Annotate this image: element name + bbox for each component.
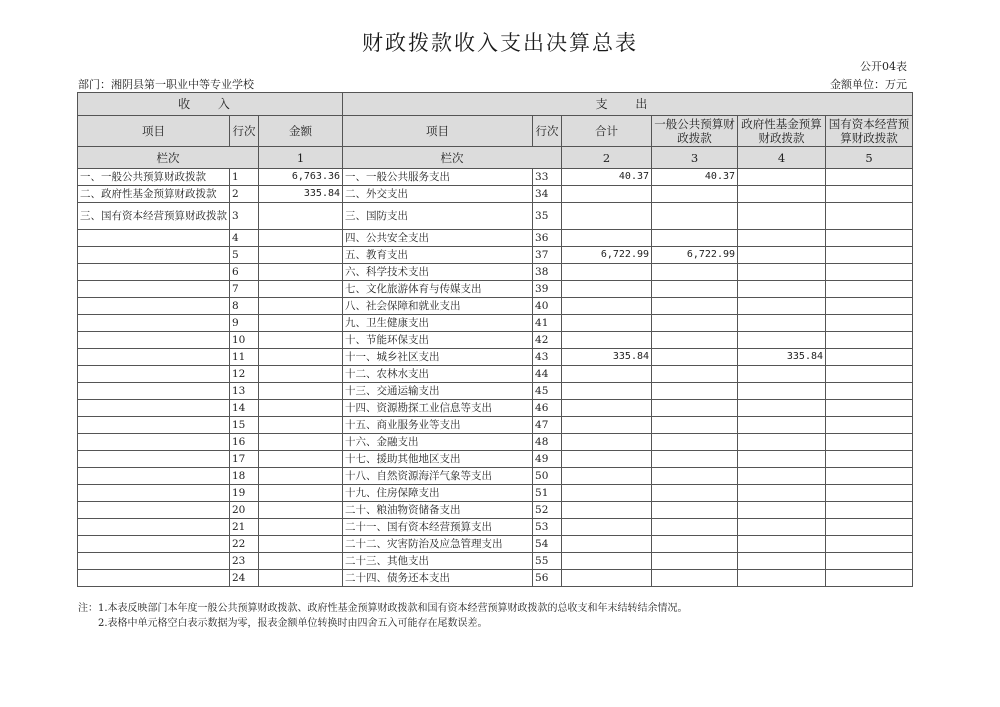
income-amount-cell xyxy=(259,315,343,332)
income-amount-cell xyxy=(259,519,343,536)
income-line-cell: 11 xyxy=(230,349,259,366)
total-cell xyxy=(562,298,652,315)
state-capital-cell xyxy=(826,417,913,434)
income-line-cell: 15 xyxy=(230,417,259,434)
department-label: 部门：湘阴县第一职业中等专业学校 xyxy=(78,78,254,91)
income-amount-cell xyxy=(259,349,343,366)
header-general-budget: 一般公共预算财政拨款 xyxy=(652,116,738,147)
total-cell: 6,722.99 xyxy=(562,247,652,264)
general-budget-cell xyxy=(652,332,738,349)
income-amount-cell xyxy=(259,434,343,451)
footnotes xyxy=(78,601,688,631)
general-budget-cell xyxy=(652,349,738,366)
general-budget-cell xyxy=(652,383,738,400)
fund-budget-cell xyxy=(738,366,826,383)
income-line-cell: 19 xyxy=(230,485,259,502)
expense-line-cell: 55 xyxy=(533,553,562,570)
header-state-capital-budget: 国有资本经营预算财政拨款 xyxy=(826,116,913,147)
state-capital-cell xyxy=(826,502,913,519)
table-row xyxy=(78,230,913,247)
income-item-cell xyxy=(78,281,230,298)
total-cell xyxy=(562,400,652,417)
expense-line-cell: 54 xyxy=(533,536,562,553)
fund-budget-cell xyxy=(738,169,826,186)
total-cell xyxy=(562,451,652,468)
income-item-cell xyxy=(78,519,230,536)
total-cell xyxy=(562,230,652,247)
header-expense-item: 项目 xyxy=(343,116,533,147)
total-cell xyxy=(562,281,652,298)
income-amount-cell xyxy=(259,570,343,587)
state-capital-cell xyxy=(826,434,913,451)
fund-budget-cell xyxy=(738,417,826,434)
col-number-4: 4 xyxy=(738,147,826,169)
table-row xyxy=(78,315,913,332)
form-code: 公开04表 xyxy=(860,60,907,73)
total-cell xyxy=(562,332,652,349)
state-capital-cell xyxy=(826,349,913,366)
total-cell xyxy=(562,468,652,485)
state-capital-cell xyxy=(826,570,913,587)
table-row xyxy=(78,349,913,366)
expense-line-cell: 52 xyxy=(533,502,562,519)
general-budget-cell xyxy=(652,434,738,451)
table-row xyxy=(78,298,913,315)
income-item-cell xyxy=(78,485,230,502)
expense-line-cell: 53 xyxy=(533,519,562,536)
income-item-cell xyxy=(78,349,230,366)
table-row xyxy=(78,536,913,553)
state-capital-cell xyxy=(826,485,913,502)
state-capital-cell xyxy=(826,247,913,264)
table-row xyxy=(78,400,913,417)
fund-budget-cell xyxy=(738,434,826,451)
income-line-cell: 12 xyxy=(230,366,259,383)
income-line-cell: 3 xyxy=(230,203,259,230)
income-line-cell: 9 xyxy=(230,315,259,332)
table-row xyxy=(78,203,913,230)
fund-budget-cell xyxy=(738,485,826,502)
income-item-cell xyxy=(78,400,230,417)
total-cell xyxy=(562,264,652,281)
general-budget-cell xyxy=(652,451,738,468)
expense-item-cell: 二十二、灾害防治及应急管理支出 xyxy=(343,536,533,553)
header-expense-line: 行次 xyxy=(533,116,562,147)
col-number-2: 2 xyxy=(562,147,652,169)
income-item-cell: 二、政府性基金预算财政拨款 xyxy=(78,186,230,203)
fund-budget-cell xyxy=(738,230,826,247)
total-cell xyxy=(562,417,652,434)
table-row xyxy=(78,281,913,298)
expense-item-cell: 十七、援助其他地区支出 xyxy=(343,451,533,468)
state-capital-cell xyxy=(826,468,913,485)
fund-budget-cell: 335.84 xyxy=(738,349,826,366)
expense-line-cell: 51 xyxy=(533,485,562,502)
total-cell xyxy=(562,553,652,570)
income-item-cell xyxy=(78,298,230,315)
income-line-cell: 5 xyxy=(230,247,259,264)
fund-budget-cell xyxy=(738,186,826,203)
state-capital-cell xyxy=(826,451,913,468)
income-line-cell: 21 xyxy=(230,519,259,536)
col-number-5: 5 xyxy=(826,147,913,169)
expense-item-cell: 十八、自然资源海洋气象等支出 xyxy=(343,468,533,485)
general-budget-cell xyxy=(652,186,738,203)
income-item-cell xyxy=(78,383,230,400)
total-cell: 335.84 xyxy=(562,349,652,366)
income-line-cell: 22 xyxy=(230,536,259,553)
income-line-cell: 20 xyxy=(230,502,259,519)
fund-budget-cell xyxy=(738,332,826,349)
state-capital-cell xyxy=(826,203,913,230)
state-capital-cell xyxy=(826,315,913,332)
fund-budget-cell xyxy=(738,247,826,264)
general-budget-cell xyxy=(652,417,738,434)
fund-budget-cell xyxy=(738,298,826,315)
expense-item-cell: 六、科学技术支出 xyxy=(343,264,533,281)
income-amount-cell xyxy=(259,536,343,553)
general-budget-cell xyxy=(652,502,738,519)
state-capital-cell xyxy=(826,383,913,400)
income-amount-cell xyxy=(259,332,343,349)
state-capital-cell xyxy=(826,400,913,417)
income-amount-cell xyxy=(259,400,343,417)
column-header-row xyxy=(78,116,913,147)
page-title: 财政拨款收入支出决算总表 xyxy=(362,31,638,55)
column-number-row xyxy=(78,147,913,169)
income-item-cell xyxy=(78,536,230,553)
income-line-cell: 24 xyxy=(230,570,259,587)
general-budget-cell: 6,722.99 xyxy=(652,247,738,264)
footnote-1: 注：1.本表反映部门本年度一般公共预算财政拨款、政府性基金预算财政拨款和国有资本经营预算财政拨款的总收支和年末结转结余情况。 xyxy=(78,603,688,614)
general-budget-cell xyxy=(652,468,738,485)
income-line-cell: 4 xyxy=(230,230,259,247)
section-header-row xyxy=(78,93,913,116)
expense-section-header: 支 出 xyxy=(343,93,913,116)
expense-line-cell: 38 xyxy=(533,264,562,281)
fund-budget-cell xyxy=(738,553,826,570)
expense-line-cell: 34 xyxy=(533,186,562,203)
header-total: 合计 xyxy=(562,116,652,147)
expense-line-cell: 48 xyxy=(533,434,562,451)
income-amount-cell xyxy=(259,502,343,519)
income-line-cell: 14 xyxy=(230,400,259,417)
table-row xyxy=(78,169,913,186)
income-amount-cell xyxy=(259,264,343,281)
income-line-cell: 6 xyxy=(230,264,259,281)
income-amount-cell xyxy=(259,553,343,570)
expense-item-cell: 七、文化旅游体育与传媒支出 xyxy=(343,281,533,298)
general-budget-cell xyxy=(652,400,738,417)
income-amount-cell xyxy=(259,417,343,434)
expense-item-cell: 二十、粮油物资储备支出 xyxy=(343,502,533,519)
state-capital-cell xyxy=(826,169,913,186)
expense-line-cell: 40 xyxy=(533,298,562,315)
income-amount-cell xyxy=(259,451,343,468)
fund-budget-cell xyxy=(738,383,826,400)
total-cell xyxy=(562,315,652,332)
table-row xyxy=(78,417,913,434)
expense-item-cell: 十四、资源勘探工业信息等支出 xyxy=(343,400,533,417)
fund-budget-cell xyxy=(738,451,826,468)
expense-item-cell: 九、卫生健康支出 xyxy=(343,315,533,332)
fund-budget-cell xyxy=(738,536,826,553)
state-capital-cell xyxy=(826,332,913,349)
expense-line-cell: 44 xyxy=(533,366,562,383)
income-item-cell xyxy=(78,332,230,349)
fund-budget-cell xyxy=(738,400,826,417)
total-cell xyxy=(562,186,652,203)
footnote-2: 2.表格中单元格空白表示数据为零，报表金额单位转换时由四舍五入可能存在尾数误差。 xyxy=(98,618,488,629)
expense-line-cell: 50 xyxy=(533,468,562,485)
expense-line-cell: 46 xyxy=(533,400,562,417)
table-row xyxy=(78,468,913,485)
table-row xyxy=(78,247,913,264)
expense-line-cell: 43 xyxy=(533,349,562,366)
income-amount-cell xyxy=(259,203,343,230)
income-line-cell: 1 xyxy=(230,169,259,186)
header-income-item: 项目 xyxy=(78,116,230,147)
state-capital-cell xyxy=(826,536,913,553)
general-budget-cell xyxy=(652,553,738,570)
state-capital-cell xyxy=(826,553,913,570)
fund-budget-cell xyxy=(738,570,826,587)
fund-budget-cell xyxy=(738,315,826,332)
income-amount-cell xyxy=(259,247,343,264)
income-item-cell: 三、国有资本经营预算财政拨款 xyxy=(78,203,230,230)
general-budget-cell xyxy=(652,519,738,536)
state-capital-cell xyxy=(826,366,913,383)
total-cell xyxy=(562,502,652,519)
income-line-cell: 13 xyxy=(230,383,259,400)
income-line-cell: 7 xyxy=(230,281,259,298)
expense-line-cell: 49 xyxy=(533,451,562,468)
income-amount-cell xyxy=(259,281,343,298)
state-capital-cell xyxy=(826,519,913,536)
expense-line-cell: 35 xyxy=(533,203,562,230)
expense-item-cell: 十三、交通运输支出 xyxy=(343,383,533,400)
expense-item-cell: 四、公共安全支出 xyxy=(343,230,533,247)
income-item-cell xyxy=(78,417,230,434)
total-cell xyxy=(562,203,652,230)
general-budget-cell xyxy=(652,315,738,332)
income-item-cell xyxy=(78,570,230,587)
fund-budget-cell xyxy=(738,502,826,519)
total-cell: 40.37 xyxy=(562,169,652,186)
col-number-1: 1 xyxy=(259,147,343,169)
expense-line-cell: 42 xyxy=(533,332,562,349)
fund-budget-cell xyxy=(738,519,826,536)
fund-budget-cell xyxy=(738,281,826,298)
table-row xyxy=(78,451,913,468)
income-line-cell: 17 xyxy=(230,451,259,468)
income-amount-cell xyxy=(259,485,343,502)
amount-unit-label: 金额单位：万元 xyxy=(830,78,907,91)
income-line-cell: 8 xyxy=(230,298,259,315)
income-item-cell xyxy=(78,434,230,451)
expense-item-cell: 十六、金融支出 xyxy=(343,434,533,451)
state-capital-cell xyxy=(826,186,913,203)
expense-item-cell: 二、外交支出 xyxy=(343,186,533,203)
fund-budget-cell xyxy=(738,468,826,485)
header-income-amount: 金额 xyxy=(259,116,343,147)
expense-item-cell: 十一、城乡社区支出 xyxy=(343,349,533,366)
table-row xyxy=(78,434,913,451)
expense-item-cell: 十五、商业服务业等支出 xyxy=(343,417,533,434)
header-fund-budget: 政府性基金预算财政拨款 xyxy=(738,116,826,147)
income-item-cell xyxy=(78,502,230,519)
table-row xyxy=(78,186,913,203)
table-row xyxy=(78,332,913,349)
income-amount-cell xyxy=(259,383,343,400)
expense-item-cell: 十九、住房保障支出 xyxy=(343,485,533,502)
income-line-cell: 23 xyxy=(230,553,259,570)
table-row xyxy=(78,502,913,519)
income-amount-cell: 6,763.36 xyxy=(259,169,343,186)
expense-item-cell: 八、社会保障和就业支出 xyxy=(343,298,533,315)
expense-item-cell: 五、教育支出 xyxy=(343,247,533,264)
income-item-cell xyxy=(78,230,230,247)
general-budget-cell xyxy=(652,485,738,502)
expense-line-cell: 36 xyxy=(533,230,562,247)
table-row xyxy=(78,383,913,400)
expense-item-cell: 十、节能环保支出 xyxy=(343,332,533,349)
income-line-cell: 2 xyxy=(230,186,259,203)
table-row xyxy=(78,553,913,570)
income-item-cell: 一、一般公共预算财政拨款 xyxy=(78,169,230,186)
general-budget-cell xyxy=(652,230,738,247)
income-amount-cell xyxy=(259,366,343,383)
expense-line-cell: 41 xyxy=(533,315,562,332)
income-item-cell xyxy=(78,553,230,570)
income-item-cell xyxy=(78,264,230,281)
total-cell xyxy=(562,383,652,400)
table-row xyxy=(78,264,913,281)
total-cell xyxy=(562,536,652,553)
expense-item-cell: 十二、农林水支出 xyxy=(343,366,533,383)
income-item-cell xyxy=(78,366,230,383)
income-section-header: 收 入 xyxy=(78,93,343,116)
total-cell xyxy=(562,485,652,502)
income-amount-cell xyxy=(259,468,343,485)
income-amount-cell: 335.84 xyxy=(259,186,343,203)
total-cell xyxy=(562,366,652,383)
expense-line-cell: 45 xyxy=(533,383,562,400)
total-cell xyxy=(562,434,652,451)
general-budget-cell xyxy=(652,264,738,281)
table-row xyxy=(78,485,913,502)
expense-line-cell: 33 xyxy=(533,169,562,186)
expense-item-cell: 二十四、债务还本支出 xyxy=(343,570,533,587)
income-item-cell xyxy=(78,451,230,468)
expense-line-cell: 47 xyxy=(533,417,562,434)
income-item-cell xyxy=(78,468,230,485)
table-row xyxy=(78,366,913,383)
expense-item-cell: 二十一、国有资本经营预算支出 xyxy=(343,519,533,536)
table-row xyxy=(78,519,913,536)
income-item-cell xyxy=(78,247,230,264)
fund-budget-cell xyxy=(738,264,826,281)
income-amount-cell xyxy=(259,230,343,247)
general-budget-cell xyxy=(652,203,738,230)
income-line-cell: 18 xyxy=(230,468,259,485)
expense-item-cell: 二十三、其他支出 xyxy=(343,553,533,570)
expense-item-cell: 一、一般公共服务支出 xyxy=(343,169,533,186)
expense-line-cell: 39 xyxy=(533,281,562,298)
col-label-right: 栏次 xyxy=(343,147,562,169)
state-capital-cell xyxy=(826,298,913,315)
general-budget-cell xyxy=(652,366,738,383)
col-label-left: 栏次 xyxy=(78,147,259,169)
expense-line-cell: 37 xyxy=(533,247,562,264)
expense-line-cell: 56 xyxy=(533,570,562,587)
general-budget-cell xyxy=(652,570,738,587)
general-budget-cell xyxy=(652,298,738,315)
total-cell xyxy=(562,570,652,587)
expense-item-cell: 三、国防支出 xyxy=(343,203,533,230)
income-item-cell xyxy=(78,315,230,332)
general-budget-cell xyxy=(652,281,738,298)
state-capital-cell xyxy=(826,281,913,298)
table-row xyxy=(78,570,913,587)
fund-budget-cell xyxy=(738,203,826,230)
income-amount-cell xyxy=(259,298,343,315)
income-line-cell: 16 xyxy=(230,434,259,451)
col-number-3: 3 xyxy=(652,147,738,169)
total-cell xyxy=(562,519,652,536)
general-budget-cell: 40.37 xyxy=(652,169,738,186)
general-budget-cell xyxy=(652,536,738,553)
header-income-line: 行次 xyxy=(230,116,259,147)
state-capital-cell xyxy=(826,230,913,247)
income-line-cell: 10 xyxy=(230,332,259,349)
state-capital-cell xyxy=(826,264,913,281)
appropriation-summary-table xyxy=(77,92,913,587)
